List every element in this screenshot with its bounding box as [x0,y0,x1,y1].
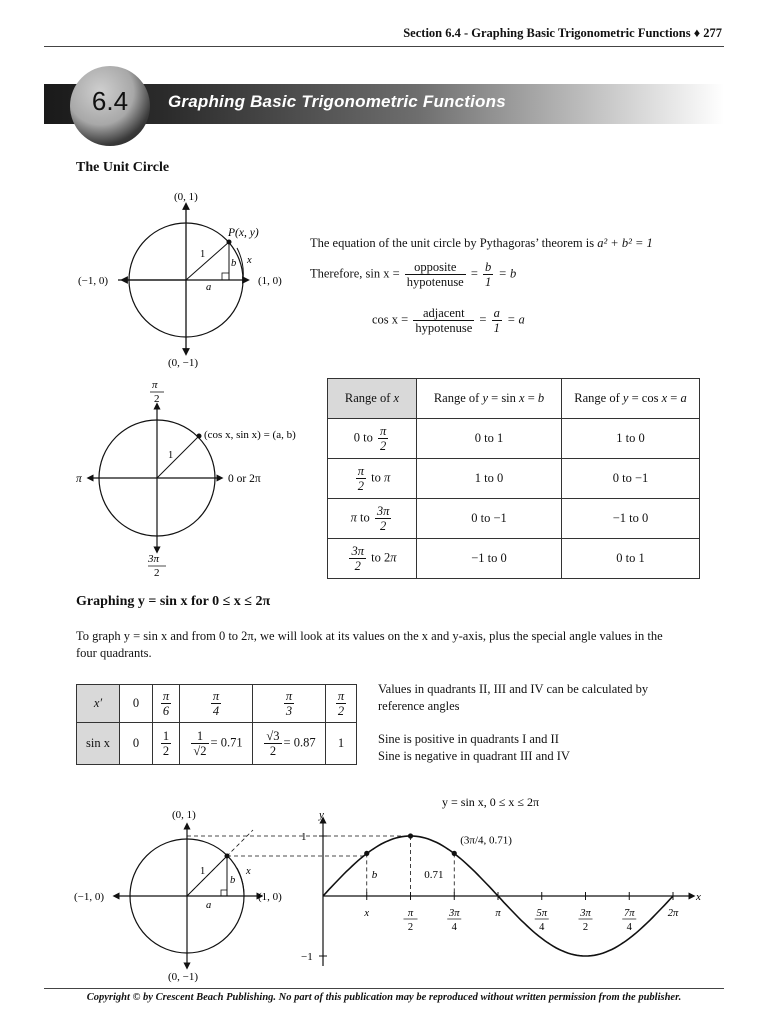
chart-annotation-b: b [371,869,378,881]
range-sin-cell: 0 to 1 [417,419,562,459]
range-table [327,378,700,579]
label-right: 0 or 2π [228,473,261,485]
label-radius: 1 [200,249,206,260]
radius-line [157,436,199,478]
range-cos-cell: 1 to 0 [562,419,700,459]
sin-rhs: = b [498,266,517,281]
range-cos-cell: 0 to −1 [562,459,700,499]
chart-x-tick-label: 5π [536,908,548,919]
label-radius: 1 [168,450,174,461]
pythagoras-math: a² + b² = 1 [597,236,653,250]
note-negative: Sine is negative in quadrant III and IV [378,749,570,763]
cos-lhs: cos x = [372,312,409,327]
label-b: b [231,258,237,269]
range-x-cell: 0 to $\frac{\pi}{2}$ [328,419,417,459]
table-row [328,459,700,499]
sin-row-head: sin x [77,723,120,765]
range-sin-cell: 1 to 0 [417,459,562,499]
graph-circle-top: (0, 1) [172,809,196,821]
range-header-x: Range of x [328,379,417,419]
sin-val-1: $\frac{1}{2}$ [153,723,180,765]
graphing-intro: To graph y = sin x and from 0 to 2π, we will look at its values on the x and y-axis, plus the special angle values in the four quadrants. [76,629,663,660]
range-x-cell: π to $\frac{3\pi}{2}$ [328,499,417,539]
chart-y-tick-label: −1 [301,951,313,963]
sin-definition: Therefore, sin x = $\frac{\text{opposite}}{\text{hypotenuse}}$ = $\frac{b}{1}$ = b [310,260,517,289]
angle-circle-diagram [70,378,320,578]
chart-point [364,851,369,856]
sin-val-2: $\frac{1}{√2}$ = 0.71 [180,723,253,765]
cos-num: adjacent [413,306,474,321]
note-positive: Sine is positive in quadrants I and II [378,732,559,746]
chart-y-tick-label: 1 [301,831,307,843]
cos-mid-den: 1 [493,321,500,335]
label-left: (−1, 0) [78,275,109,287]
range-header-sin: Range of y = sin x = b [417,379,562,419]
therefore-label: Therefore, [310,266,363,281]
label-arc: x [247,255,252,266]
chart-x-tick-label: 3π [448,908,460,919]
pythagoras-text: The equation of the unit circle by Pythagoras’ theorem is [310,236,595,250]
chart-x-tick-label: x [364,908,370,919]
pythagoras-sentence [310,235,653,252]
running-head: Section 6.4 - Graphing Basic Trigonometric Functions ♦ 277 [403,26,722,40]
chart-x-tick-label: 4 [451,922,457,933]
x-val-1: $\frac{\pi}{6}$ [153,685,180,723]
sin-mid-num: b [485,260,492,274]
chart-point [408,833,413,838]
note-reference-angles: Values in quadrants II, III and IV can be calculated by reference angles [378,682,649,713]
graph-circle-radius: 1 [200,866,206,877]
graph-circle-b: b [230,875,236,886]
chart-annotation-value: 0.71 [424,869,444,881]
chart-x-label: x [696,891,701,903]
graph-circle-right: (1, 0) [258,891,282,903]
chart-point [452,851,457,856]
chart-x-tick-label: 4 [626,922,632,933]
chart-x-tick-label: 3π [580,908,591,919]
right-angle-mark [222,273,229,280]
sine-chart-group [301,809,701,966]
sin-num: opposite [405,260,466,275]
label-bottom: (0, −1) [168,357,199,369]
sin-den: hypotenuse [406,275,464,289]
chart-annotation-point: (3π/4, 0.71) [460,834,512,847]
radius-line [186,242,229,280]
special-values-table [76,684,357,765]
cos-definition: cos x = $\frac{\text{adjacent}}{\text{hypotenuse}}$ = $\frac{a}{1}$ = a [372,306,525,335]
sin-val-3: $\frac{√3}{2}$ = 0.87 [253,723,326,765]
label-a: a [206,282,212,293]
circle-right-angle [221,890,227,896]
range-sin-cell: −1 to 0 [417,539,562,579]
chart-x-tick-label: 2π [667,908,679,919]
table-row [328,499,700,539]
point-cos-sin [197,434,202,439]
chart-title: y = sin x, 0 ≤ x ≤ 2π [442,795,540,809]
label-top-num: π [152,379,158,391]
sin-val-4: 1 [326,723,357,765]
x-val-0: 0 [120,685,153,723]
table-row [328,539,700,579]
label-bottom-num: 3π [148,553,160,565]
section-title: Graphing Basic Trigonometric Functions [168,92,506,111]
cos-rhs: = a [506,312,525,327]
x-val-4: $\frac{\pi}{2}$ [326,685,357,723]
cos-den: hypotenuse [415,321,473,335]
label-right: (1, 0) [258,275,282,287]
graph-circle-a: a [206,900,212,911]
label-point: (cos x, sin x) = (a, b) [204,429,296,441]
graph-circle-bottom: (0, −1) [168,971,199,983]
x-row-head: x′ [77,685,120,723]
range-sin-cell: 0 to −1 [417,499,562,539]
graph-circle-arc: x [246,866,251,877]
x-val-3: $\frac{\pi}{3}$ [253,685,326,723]
range-cos-cell: −1 to 0 [562,499,700,539]
chart-x-tick-label: π [495,908,501,919]
label-top-den: 2 [154,393,160,405]
footer-rule [44,988,724,989]
label-point: P(x, y) [228,227,259,239]
graphing-heading: Graphing y = sin x for 0 ≤ x ≤ 2π [76,594,271,609]
sin-lhs: sin x = [365,266,400,281]
graph-circle-left: (−1, 0) [74,891,105,903]
header-rule [44,46,724,47]
table-row [328,419,700,459]
sine-graph [60,790,720,986]
sin-val-0: 0 [120,723,153,765]
range-x-cell: $\frac{3\pi}{2}$ to 2π [328,539,417,579]
footer-copyright: Copyright © by Crescent Beach Publishing. No part of this publication may be reproduced without written permission from the publisher. [86,992,682,1003]
label-left: π [76,473,82,485]
chart-x-tick-label: π [407,908,414,919]
range-cos-cell: 0 to 1 [562,539,700,579]
sin-mid-den: 1 [485,275,492,289]
x-val-2: $\frac{\pi}{4}$ [180,685,253,723]
chart-x-tick-label: 4 [539,922,545,933]
range-header-cos: Range of y = cos x = a [562,379,700,419]
cos-mid-num: a [493,306,500,320]
chart-y-label: y [319,809,324,821]
unit-circle-diagram [70,188,300,373]
unit-circle-heading: The Unit Circle [76,160,170,175]
chart-x-tick-label: 2 [407,922,414,933]
label-top: (0, 1) [174,191,198,203]
circle-arc [237,868,244,896]
range-x-cell: $\frac{\pi}{2}$ to π [328,459,417,499]
chart-x-tick-label: 7π [623,908,635,919]
label-bottom-den: 2 [154,567,160,578]
section-number: 6.4 [91,86,129,116]
point-p [227,240,232,245]
chart-x-tick-label: 2 [582,922,589,933]
